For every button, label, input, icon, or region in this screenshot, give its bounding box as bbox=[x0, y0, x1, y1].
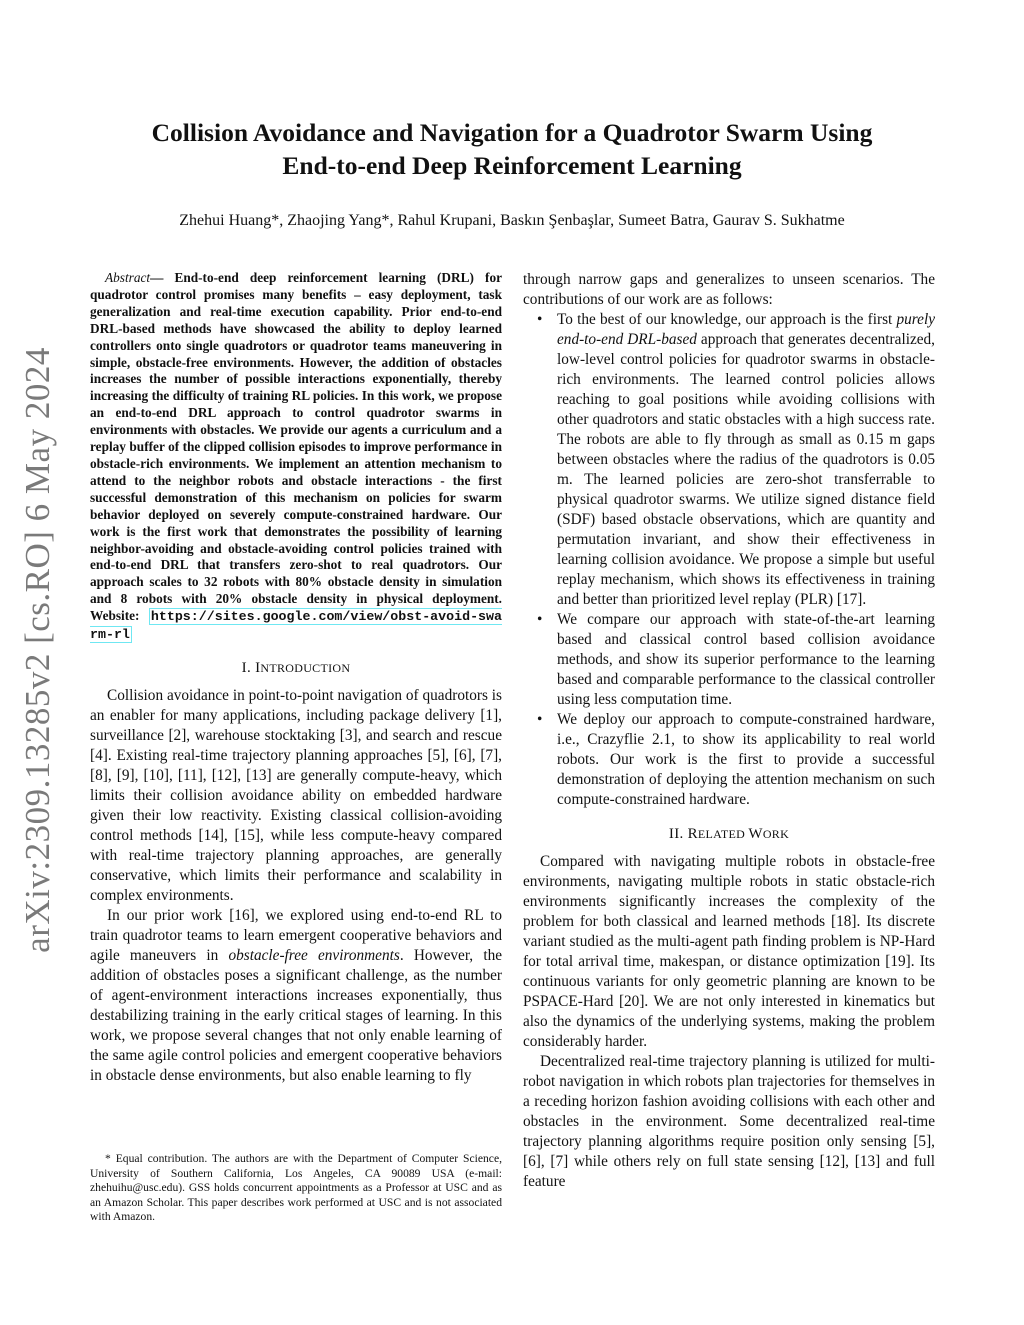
paper-title bbox=[90, 116, 934, 182]
author-list: Zhehui Huang*, Zhaojing Yang*, Rahul Krupani, Baskın Şenbaşlar, Sumeet Batra, Gaurav S. Sukhatme bbox=[179, 212, 845, 229]
website-link[interactable]: https://sites.google.com/view/obst-avoid-swarm-rl bbox=[90, 609, 502, 643]
list-item: • To the best of our knowledge, our approach is the first purely end-to-end DRL-based approach that generates decentralized, low-level control policies for quadrotor swarms in obstacle-rich environments. The learned control policies allows reaching to goal positions while avoiding collisions with other quadrotors and static obstacles with a high success rate. The robots are able to fly through as small as 0.15 m gaps between obstacles where the radius of the quadrotors is 0.05 m. The learned policies are zero-shot transferrable to physical quadrotor swarms. We utilize signed distance field (SDF) based obstacle observations, which are quantity and permutation invariant, and show their effectiveness in learning collision avoidance. We propose a simple but useful replay mechanism, which shows its effectiveness in training and better than prioritized level replay (PLR) [17]. bbox=[537, 311, 935, 608]
bullet-icon: • bbox=[537, 711, 543, 728]
intro-paragraph-1: Collision avoidance in point-to-point navigation of quadrotors is an enabler for many applications, including package delivery [1], surveillance [2], warehouse stocktaking [3], and search and rescue [4]. Existing real-time trajectory planning approaches [5], [6], [7], [8], [9], [10], [11], [12], [13] are generally compute-heavy, which limits their collision avoidance ability on embedded hardware given their low reactivity. Existing classical collision-avoiding control methods [14], [15], while less compute-heavy compared with real-time trajectory planning approaches, are generally conservative, which limits their performance and scalability in complex environments. bbox=[90, 686, 502, 904]
section-heading-introduction: I. INTRODUCTION bbox=[241, 659, 351, 676]
abstract-label: Abstract bbox=[105, 270, 151, 285]
intro-continuation: through narrow gaps and generalizes to unseen scenarios. The contributions of our work are as follows: bbox=[523, 271, 935, 308]
paper-title-line-1: Collision Avoidance and Navigation for a Quadrotor Swarm Using bbox=[151, 118, 873, 147]
contribution-list bbox=[523, 310, 935, 810]
list-item: • We deploy our approach to compute-constrained hardware, i.e., Crazyflie 2.1, to show its applicability to real world robots. Our work is the first to provide a successful demonstration of deploying the attention mechanism on such compute-constrained hardware. bbox=[537, 711, 935, 808]
right-column bbox=[523, 270, 935, 1192]
section-heading-related-work: II. RELATED WORK bbox=[668, 826, 790, 842]
footnote: * Equal contribution. The authors are with the Department of Computer Science, University of Southern California, Los Angeles, CA 90089 USA (e-mail: zhehuihu@usc.edu). GSS holds concurrent appointments as a Professor at USC and as an Amazon Scholar. This paper describes work performed at USC and is not associated with Amazon. bbox=[90, 1152, 502, 1224]
related-work-paragraph-1: Compared with navigating multiple robots in obstacle-free environments, navigating multiple robots in static obstacle-rich environments significantly increases the complexity of the problem for both classical and learned methods [18]. Its discrete variant studied as the multi-agent path finding problem is NP-Hard for total arrival time, makespan, or distance optimization [19]. Its continuous variants for only geometric planning are known to be PSPACE-Hard [20]. We are not only interested in kinematics but also the dynamics of the underlying systems, making the problem considerably harder. bbox=[523, 853, 935, 1050]
related-work-paragraph-2: Decentralized real-time trajectory planning is utilized for multi-robot navigation in which robots plan trajectories for themselves in a receding horizon fashion avoiding collisions with each other and obstacles in the environment. Some decentralized real-time trajectory planning algorithms require position only sensing [5], [6], [7] while others rely on full state sensing [12], [13] and full feature bbox=[523, 1053, 935, 1190]
intro-paragraph-2: In our prior work [16], we explored using end-to-end RL to train quadrotor teams to learn emergent cooperative behaviors and agile maneuvers in obstacle-free environments. However, the addition of obstacles poses a significant challenge, as the number of agent-environment interactions increases exponentially, thus destabilizing training in the early critical stages of learning. In this work, we propose several changes that not only enable learning of the same agile control policies and emergent cooperative behaviors in obstacle dense environments, but also enable learning to fly bbox=[90, 906, 503, 1084]
bullet-icon: • bbox=[537, 311, 543, 328]
abstract-body: — End-to-end deep reinforcement learning (DRL) for quadrotor control promises many benefits – easy deployment, task generalization and real-time execution capability. Prior end-to-end DRL-based methods have showcased the ability to deploy learned controllers onto single quadrotors or quadrotor teams maneuvering in simple, obstacle-free environments. However, the addition of obstacles increases the number of possible interactions exponentially, thereby increasing the difficulty of training RL policies. In this work, we propose an end-to-end DRL approach to control quadrotor swarms in environments with obstacles. We provide our agents a curriculum and a replay buffer of the clipped collision episodes to improve performance in obstacle-rich environments. We implement an attention mechanism to attend to the neighbor robots and obstacle interactions - the first successful demonstration of this mechanism on policies for swarm behavior deployed on severely compute-constrained hardware. Our work is the first work that demonstrates the possibility of learning neighbor-avoiding and obstacle-avoiding control policies trained with end-to-end DRL that transfers zero-shot to real quadrotors. Our approach scales to 32 robots with 80% obstacle density in simulation and 8 robots with 20% obstacle density in physical deployment. Website: bbox=[90, 270, 502, 624]
arxiv-stamp-text: arXiv:2309.13285v2 [cs.RO] 6 May 2024 bbox=[18, 347, 57, 953]
left-column bbox=[90, 270, 502, 1086]
list-item: • We compare our approach with state-of-the-art learning based and classical control based collision avoidance methods, and show its superior performance to the learning based and comparable performance to the classical controller using less computation time. bbox=[537, 611, 935, 708]
arxiv-stamp bbox=[16, 330, 60, 970]
bullet-icon: • bbox=[537, 611, 543, 628]
abstract bbox=[90, 270, 502, 644]
paper-title-line-2: End-to-end Deep Reinforcement Learning bbox=[282, 151, 742, 180]
